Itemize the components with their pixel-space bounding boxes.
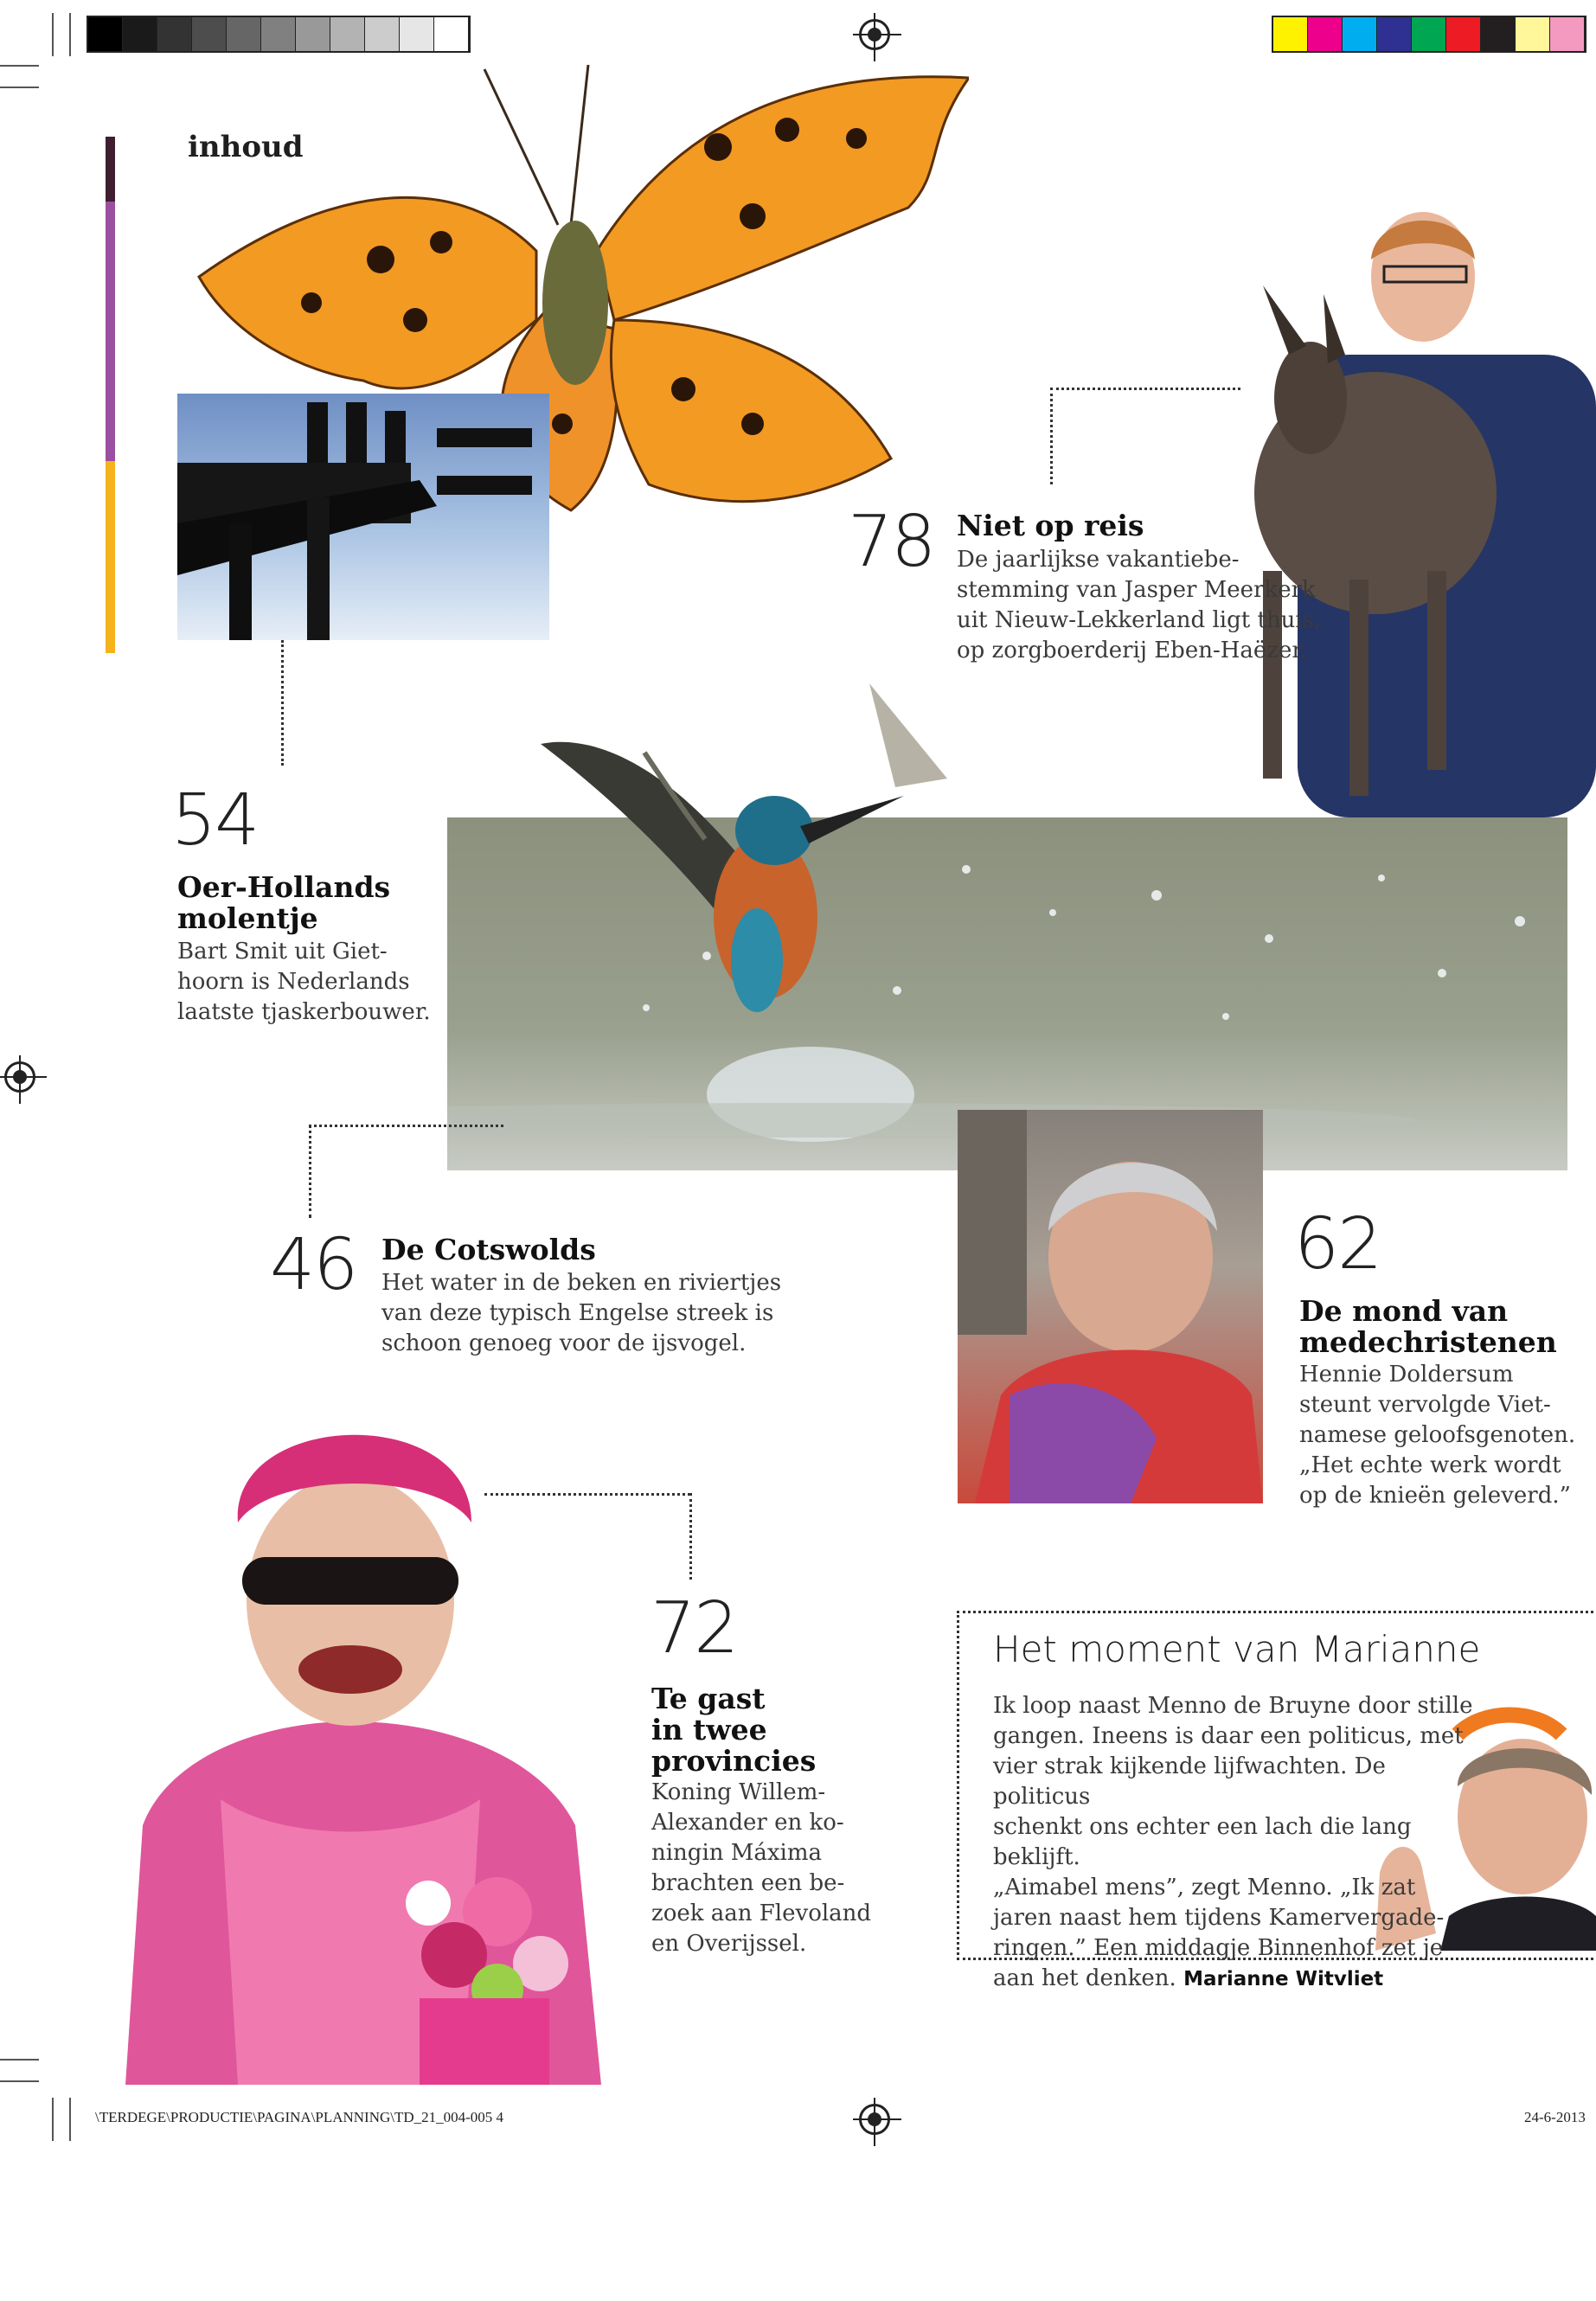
page-number: 54 [171,779,259,862]
crop-mark [52,2098,54,2141]
gray-patch [296,17,330,51]
teaser-line: van deze typisch Engelse streek is [381,1300,774,1326]
registration-mark-icon [4,1061,35,1093]
crop-mark [0,2059,39,2061]
article-title: Niet op reis [957,509,1144,542]
teaser-line: De jaarlijkse vakantiebe- [957,547,1240,573]
article-teaser [651,1778,871,1959]
windmill-photo [177,394,549,640]
teaser-line: en Overijssel. [651,1931,807,1957]
teaser-line: op zorgboerderij Eben-Haëzer. [957,638,1308,663]
crop-mark [52,13,54,56]
article-teaser [381,1268,781,1359]
column-line [993,1964,1477,1995]
page-number: 62 [1294,1203,1381,1285]
article-teaser [1299,1360,1575,1511]
color-patch [1516,17,1550,51]
teaser-line: ningin Máxima [651,1840,823,1866]
column-heading: Het moment van Marianne [993,1628,1481,1670]
teaser-line: laatste tjaskerbouwer. [177,999,431,1025]
connector-line [484,1493,690,1496]
teaser-line: schoon genoeg voor de ijsvogel. [381,1330,747,1356]
crop-mark [0,2080,39,2082]
connector-line [1050,388,1240,390]
color-bar-segment [106,461,115,653]
teaser-line: op de knieën geleverd.” [1299,1483,1571,1509]
color-patch [1308,17,1343,51]
column-line: vier strak kijkende lijfwachten. De politicus [993,1753,1386,1810]
file-path-slug: \TERDEGE\PRODUCTIE\PAGINA\PLANNING\TD_21_004-005 4 [95,2109,504,2125]
page-number: 72 [651,1587,738,1670]
registration-mark-icon [859,2104,890,2135]
grayscale-calibration-strip [87,16,471,53]
gray-patch [157,17,192,51]
gray-patch [88,17,123,51]
column-author: Marianne Witvliet [1183,1968,1384,1990]
column-line: jaren naast hem tijdens Kamervergade- [993,1905,1445,1931]
column-text [993,1691,1477,1995]
color-patch [1377,17,1412,51]
teaser-line: hoorn is Nederlands [177,969,410,995]
color-patch [1481,17,1516,51]
section-label: inhoud [188,130,304,164]
kingfisher-bird [532,657,999,1064]
gray-patch [330,17,365,51]
teaser-line: steunt vervolgde Viet- [1299,1392,1551,1418]
color-patch [1343,17,1377,51]
column-line-text: aan het denken. [993,1965,1176,1991]
color-calibration-strip [1272,16,1586,53]
article-teaser [177,937,431,1028]
title-line: Oer-Hollands [177,870,391,904]
page-number: 46 [270,1224,357,1306]
connector-line [1050,388,1053,484]
print-date: 24-6-2013 [1524,2109,1586,2125]
column-line: gangen. Ineens is daar een politicus, met [993,1723,1464,1749]
teaser-line: Het water in de beken en riviertjes [381,1270,782,1296]
gray-patch [400,17,434,51]
teaser-line: namese geloofsgenoten. [1299,1422,1576,1448]
article-teaser [957,545,1321,666]
title-line: medechristenen [1299,1325,1557,1359]
teaser-line: Alexander en ko- [651,1810,844,1836]
color-patch [1412,17,1446,51]
gray-patch [261,17,296,51]
teaser-line: brachten een be- [651,1870,845,1896]
page-number: 78 [848,501,935,583]
connector-line [281,640,284,766]
teaser-line: „Het echte werk wordt [1299,1452,1561,1478]
article-title [177,872,390,934]
title-line: Te gast [651,1682,766,1715]
article-title: De Cotswolds [381,1233,596,1266]
title-line: De mond van [1299,1294,1509,1328]
color-patch [1273,17,1308,51]
article-title [1299,1296,1557,1358]
title-line: in twee [651,1713,767,1747]
connector-line [309,1125,311,1218]
crop-mark [0,65,39,67]
color-bar-segment [106,137,115,202]
crop-mark [69,2098,71,2141]
gray-patch [123,17,157,51]
queen-maxima-photo [91,1393,627,2085]
connector-line [309,1125,503,1127]
title-line: provincies [651,1744,817,1778]
color-patch [1550,17,1585,51]
title-line: molentje [177,901,318,935]
crop-mark [69,13,71,56]
hennie-doldersum-photo [958,1110,1263,1503]
column-line: „Aimabel mens”, zegt Menno. „Ik zat [993,1875,1416,1900]
teaser-line: Hennie Doldersum [1299,1362,1514,1388]
teaser-line: Koning Willem- [651,1779,826,1805]
teaser-line: zoek aan Flevoland [651,1900,872,1926]
article-title [651,1683,816,1777]
connector-line [689,1493,692,1580]
gray-patch [434,17,469,51]
teaser-line: uit Nieuw-Lekkerland ligt thuis, [957,607,1322,633]
color-bar-segment [106,202,115,461]
gray-patch [192,17,227,51]
registration-mark-icon [859,19,890,50]
gray-patch [365,17,400,51]
column-line: ringen.” Een middagje Binnenhof zet je [993,1935,1444,1961]
column-line: Ik loop naast Menno de Bruyne door stille [993,1693,1473,1719]
column-line: schenkt ons echter een lach die lang beklijft. [993,1814,1412,1870]
teaser-line: stemming van Jasper Meerkerk [957,577,1316,603]
boy-with-donkey-photo [1228,208,1596,817]
color-patch [1446,17,1481,51]
gray-patch [227,17,261,51]
teaser-line: Bart Smit uit Giet- [177,939,388,965]
crop-mark [0,87,39,88]
